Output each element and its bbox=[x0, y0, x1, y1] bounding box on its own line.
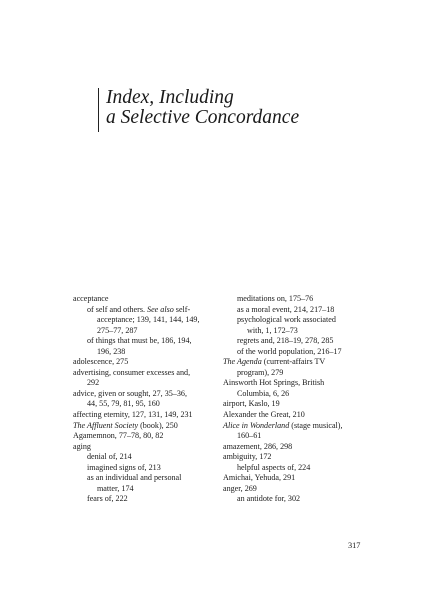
index-entry: denial of, 214 bbox=[87, 452, 132, 462]
index-entry: adolescence, 275 bbox=[73, 357, 129, 367]
index-entry: helpful aspects of, 224 bbox=[237, 462, 311, 472]
index-entry: 292 bbox=[87, 378, 100, 388]
index-column-right bbox=[223, 294, 373, 505]
index-entry: meditations on, 175–76 bbox=[237, 294, 314, 303]
page-number: 317 bbox=[348, 541, 361, 550]
index-entry: aging bbox=[73, 441, 91, 451]
title-line-2: a Selective Concordance bbox=[106, 107, 300, 128]
index-entry: affecting eternity, 127, 131, 149, 231 bbox=[73, 410, 193, 420]
index-entry: an antidote for, 302 bbox=[237, 494, 301, 504]
index-entry: 196, 238 bbox=[97, 346, 126, 356]
index-entry: advertising, consumer excesses and, bbox=[73, 367, 191, 377]
index-entry: anger, 269 bbox=[223, 483, 257, 493]
index-entry: ambiguity, 172 bbox=[223, 452, 272, 462]
index-entry: Alice in Wonderland (stage musical), bbox=[223, 420, 343, 430]
index-entry: Amichai, Yehuda, 291 bbox=[223, 473, 296, 483]
index-entry: as a moral event, 214, 217–18 bbox=[237, 304, 335, 314]
index-entry: program), 279 bbox=[237, 367, 284, 377]
index-entry: of the world population, 216–17 bbox=[237, 346, 342, 356]
index-entry: of self and others. See also self- bbox=[87, 304, 191, 314]
index-entry: Columbia, 6, 26 bbox=[237, 388, 290, 398]
index-entry: matter, 174 bbox=[97, 483, 134, 493]
title-line-1: Index, Including bbox=[106, 87, 234, 108]
index-entry: 160–61 bbox=[237, 431, 262, 441]
index-entry: 275–77, 287 bbox=[97, 325, 138, 335]
index-entry: as an individual and personal bbox=[87, 473, 182, 483]
index-entry: regrets and, 218–19, 278, 285 bbox=[237, 336, 334, 346]
index-entry: 44, 55, 79, 81, 95, 160 bbox=[87, 399, 160, 409]
index-title bbox=[98, 88, 406, 132]
index-column-left bbox=[73, 294, 223, 505]
index-entry: The Agenda (current-affairs TV bbox=[223, 357, 326, 367]
index-entry: airport, Kaslo, 19 bbox=[223, 399, 280, 409]
index-entry: fears of, 222 bbox=[87, 494, 128, 504]
index-entry: imagined signs of, 213 bbox=[87, 462, 161, 472]
index-entry: Ainsworth Hot Springs, British bbox=[223, 378, 325, 388]
index-entry: acceptance; 139, 141, 144, 149, bbox=[97, 315, 200, 325]
index-entry: The Affluent Society (book), 250 bbox=[73, 420, 178, 430]
index-entry: of things that must be, 186, 194, bbox=[87, 336, 192, 346]
index-entry: Agamemnon, 77–78, 80, 82 bbox=[73, 431, 164, 441]
index-entry: advice, given or sought, 27, 35–36, bbox=[73, 388, 187, 398]
index-entry: acceptance bbox=[73, 294, 109, 303]
index-entry: amazement, 286, 298 bbox=[223, 441, 293, 451]
index-entry: psychological work associated bbox=[237, 315, 336, 325]
index-entry: Alexander the Great, 210 bbox=[223, 410, 305, 420]
index-entry: with, 1, 172–73 bbox=[247, 325, 298, 335]
